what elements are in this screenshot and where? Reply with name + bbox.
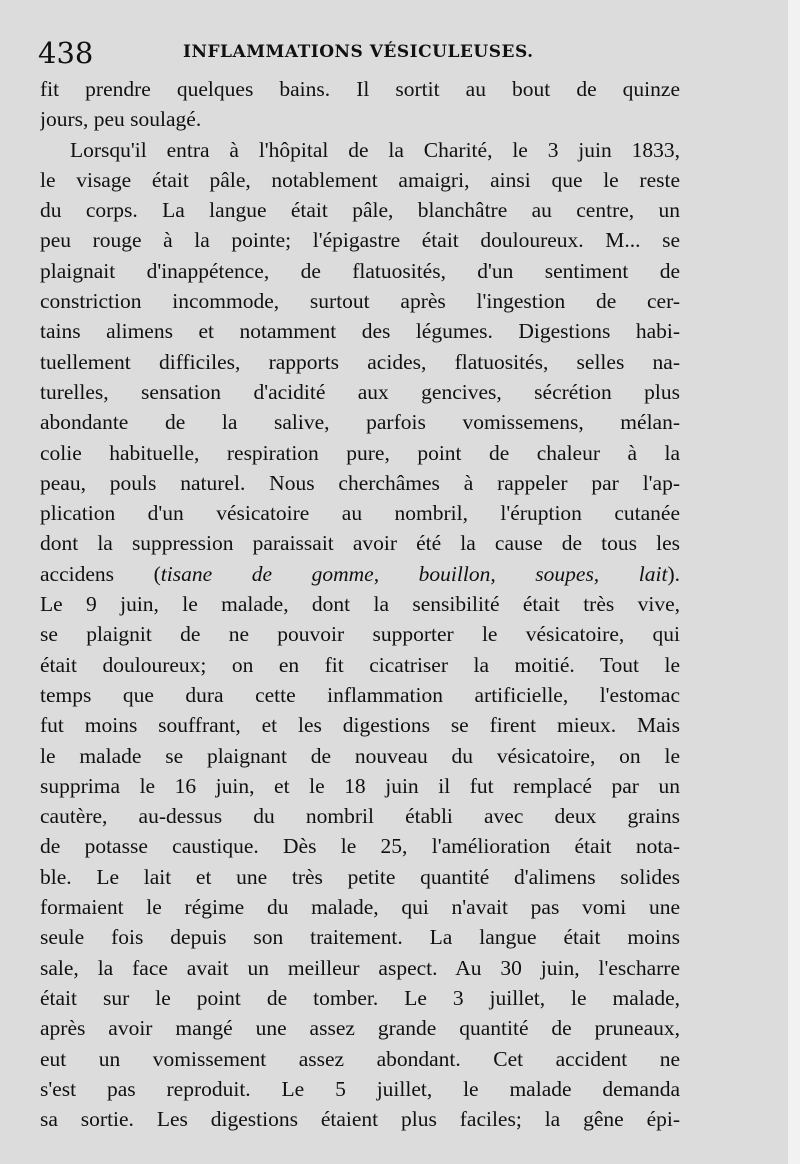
text-line: le visage était pâle, notablement amaigri, ainsi que le reste bbox=[40, 167, 680, 192]
text-line: le malade se plaignant de nouveau du vésicatoire, on le bbox=[40, 743, 680, 768]
text-line: se plaignit de ne pouvoir supporter le vésicatoire, qui bbox=[40, 622, 680, 647]
text-line: colie habituelle, respiration pure, point de chaleur à la bbox=[40, 440, 680, 465]
text-line: était sur le point de tomber. Le 3 juillet, le malade, bbox=[40, 985, 680, 1010]
text-line: Lorsqu'il entra à l'hôpital de la Charité, le 3 juin 1833, bbox=[70, 137, 680, 162]
text-line: plication d'un vésicatoire au nombril, l'éruption cutanée bbox=[40, 501, 680, 526]
diet-prefix: accidens ( bbox=[40, 561, 161, 586]
text-line: de potasse caustique. Dès le 25, l'amélioration était nota- bbox=[40, 834, 680, 859]
text-line: tains alimens et notamment des légumes. Digestions habi- bbox=[40, 319, 680, 344]
text-line: turelles, sensation d'acidité aux gencives, sécrétion plus bbox=[40, 379, 680, 404]
text-line-diet bbox=[40, 559, 680, 589]
text-line: peu rouge à la pointe; l'épigastre était douloureux. M... se bbox=[40, 228, 680, 253]
text-line: sale, la face avait un meilleur aspect. Au 30 juin, l'escharre bbox=[40, 955, 680, 980]
page-number: 438 bbox=[38, 36, 94, 70]
text-line: formaient le régime du malade, qui n'avait pas vomi une bbox=[40, 895, 680, 920]
text-line: jours, peu soulagé. bbox=[40, 107, 202, 132]
body-text bbox=[40, 74, 680, 1134]
text-line: sa sortie. Les digestions étaient plus faciles; la gêne épi- bbox=[40, 1107, 680, 1132]
page-header bbox=[38, 36, 738, 76]
text-line: fit prendre quelques bains. Il sortit au bout de quinze bbox=[40, 77, 680, 101]
text-line: du corps. La langue était pâle, blanchâtre au centre, un bbox=[40, 198, 680, 223]
running-head: INFLAMMATIONS VÉSICULEUSES. bbox=[183, 42, 534, 62]
text-line: s'est pas reproduit. Le 5 juillet, le malade demanda bbox=[40, 1076, 680, 1101]
text-line: constriction incommode, surtout après l'ingestion de cer- bbox=[40, 289, 680, 314]
text-line: dont la suppression paraissait avoir été la cause de tous les bbox=[40, 531, 680, 556]
diet-italic: tisane de gomme, bouillon, soupes, lait bbox=[160, 561, 668, 586]
text-line: supprima le 16 juin, et le 18 juin il fut remplacé par un bbox=[40, 773, 680, 798]
text-line: eut un vomissement assez abondant. Cet accident ne bbox=[40, 1046, 680, 1071]
text-line: abondante de la salive, parfois vomissemens, mélan- bbox=[40, 410, 680, 435]
text-line: Le 9 juin, le malade, dont la sensibilité était très vive, bbox=[40, 592, 680, 617]
diet-suffix: ). bbox=[667, 561, 680, 586]
text-line: était douloureux; on en fit cicatriser la moitié. Tout le bbox=[40, 652, 680, 677]
text-line: fut moins souffrant, et les digestions se firent mieux. Mais bbox=[40, 713, 680, 738]
text-line: cautère, au-dessus du nombril établi avec deux grains bbox=[40, 804, 680, 829]
text-line: plaignait d'inappétence, de flatuosités, d'un sentiment de bbox=[40, 258, 680, 283]
text-line: ble. Le lait et une très petite quantité d'alimens solides bbox=[40, 864, 680, 889]
text-line: tuellement difficiles, rapports acides, flatuosités, selles na- bbox=[40, 349, 680, 374]
text-line: peau, pouls naturel. Nous cherchâmes à rappeler par l'ap- bbox=[40, 470, 680, 495]
text-line: après avoir mangé une assez grande quantité de pruneaux, bbox=[40, 1016, 680, 1041]
text-line: seule fois depuis son traitement. La langue était moins bbox=[40, 925, 680, 950]
text-line: temps que dura cette inflammation artificielle, l'estomac bbox=[40, 682, 680, 707]
scan-edge bbox=[788, 0, 800, 1164]
